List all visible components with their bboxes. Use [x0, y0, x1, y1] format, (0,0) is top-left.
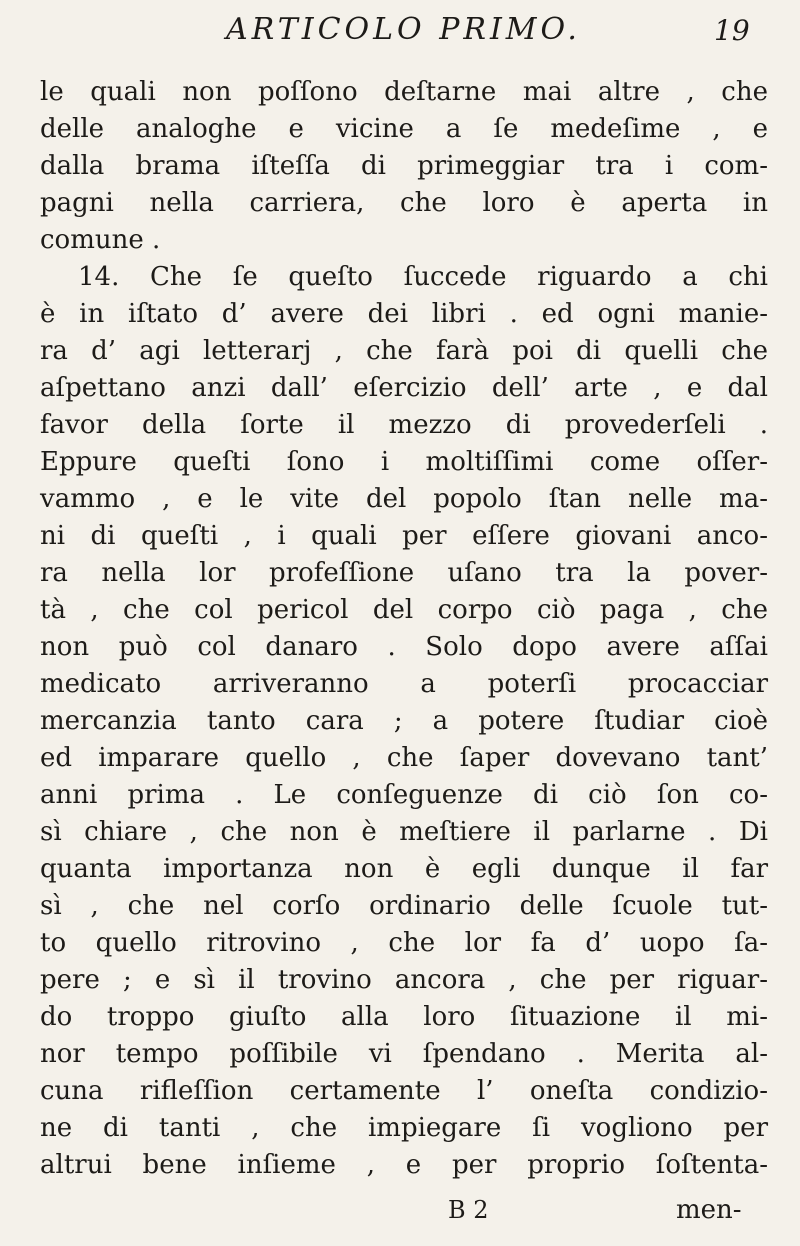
text-line: nor tempo poſſibile vi ſpendano . Merita al-: [40, 1039, 768, 1069]
text-line: mercanzia tanto cara ; a potere ſtudiar cioè: [40, 706, 768, 736]
text-line: tà , che col pericol del corpo ciò paga , che: [40, 595, 768, 625]
running-head: [0, 12, 800, 62]
text-line: delle analoghe e vicine a ſe medeſime , e: [40, 114, 768, 144]
text-line: do troppo giuſto alla loro ſituazione il mi-: [40, 1002, 768, 1032]
text-line: aſpettano anzi dall’ eſercizio dell’ arte , e dal: [40, 373, 768, 403]
text-line: to quello ritrovino , che lor fa d’ uopo ſa-: [40, 928, 768, 958]
catchword: men-: [676, 1195, 742, 1225]
text-line: le quali non poſſono deſtarne mai altre , che: [40, 77, 768, 107]
text-line: è in iſtato d’ avere dei libri . ed ogni manie-: [40, 299, 768, 329]
page-number: 19: [714, 14, 750, 47]
page-footer: [0, 1190, 800, 1230]
text-line: vammo , e le vite del popolo ſtan nelle ma-: [40, 484, 768, 514]
text-line: ne di tanti , che impiegare ſi vogliono per: [40, 1113, 768, 1143]
text-line: pagni nella carriera, che loro è aperta in: [40, 188, 768, 218]
text-line: ra nella lor profeſſione uſano tra la pover-: [40, 558, 768, 588]
text-line: medicato arriveranno a poterſi procacciar: [40, 669, 768, 699]
text-line: comune .: [40, 225, 161, 255]
signature-mark: B 2: [448, 1196, 489, 1224]
text-line: 14. Che ſe queſto ſuccede riguardo a chi: [78, 262, 768, 292]
text-line: quanta importanza non è egli dunque il far: [40, 854, 768, 884]
text-line: non può col danaro . Solo dopo avere aſſai: [40, 632, 768, 662]
text-line: pere ; e sì il trovino ancora , che per riguar-: [40, 965, 768, 995]
text-line: sì , che nel corſo ordinario delle ſcuole tut-: [40, 891, 768, 921]
text-line: ni di queſti , i quali per eſſere giovani anco-: [40, 521, 768, 551]
text-line: anni prima . Le conſeguenze di ciò ſon co-: [40, 780, 768, 810]
text-line: dalla brama iſteſſa di primeggiar tra i com-: [40, 151, 768, 181]
text-line: Eppure queſti ſono i moltiſſimi come oſſer-: [40, 447, 768, 477]
running-title: ARTICOLO PRIMO.: [226, 12, 581, 47]
text-line: ed imparare quello , che ſaper dovevano tant’: [40, 743, 768, 773]
text-line: cuna rifleſſion certamente l’ oneſta condizio-: [40, 1076, 768, 1106]
text-line: ra d’ agi letterarj , che farà poi di quelli che: [40, 336, 768, 366]
text-line: altrui bene inſieme , e per proprio ſoſtenta-: [40, 1150, 768, 1180]
text-line: sì chiare , che non è meſtiere il parlarne . Di: [40, 817, 768, 847]
text-line: favor della ſorte il mezzo di provederſeli .: [40, 410, 768, 440]
